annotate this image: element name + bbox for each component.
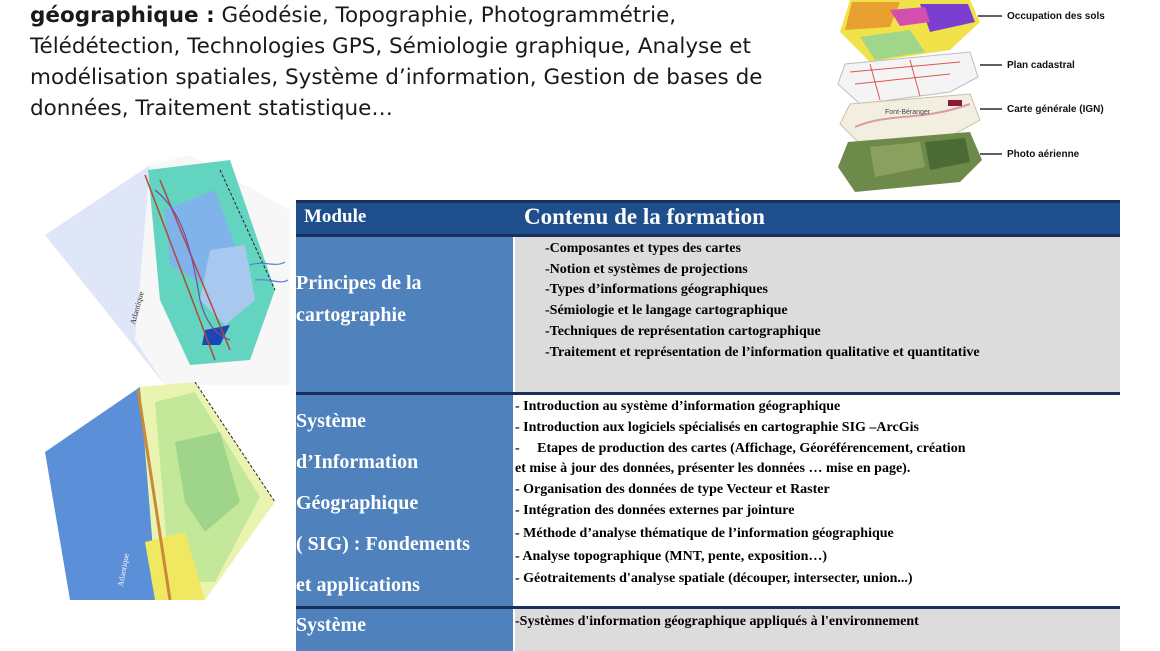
intro-bold-lead: géographique :	[30, 3, 215, 28]
content-item: -Notion et systèmes de projections	[545, 260, 1120, 281]
coastal-map-top	[40, 150, 290, 385]
content-item: - Introduction aux logiciels spécialisés en cartographie SIG –ArcGis	[515, 418, 1120, 439]
content-item: - Organisation des données de type Vecteur et Raster	[515, 480, 1120, 501]
header-module: Module	[296, 202, 514, 236]
module-line: Système	[296, 401, 513, 442]
intro-line-1-rest: Géodésie, Topographie, Photogrammétrie,	[215, 3, 676, 28]
module-line: Géographique	[296, 483, 513, 524]
module-line: d’Information	[296, 442, 513, 483]
content-cell	[514, 608, 1120, 651]
module-line: Principes de la	[296, 267, 513, 299]
intro-line-4: données, Traitement statistique…	[30, 93, 790, 124]
module-cell	[296, 394, 514, 608]
content-item: - Introduction au système d’information géographique	[515, 397, 1120, 418]
layer-label-land-use: Occupation des sols	[1007, 11, 1105, 22]
header-contenu: Contenu de la formation	[514, 202, 1120, 236]
content-item: -Composantes et types des cartes	[545, 239, 1120, 260]
layer-label-ign-map: Carte générale (IGN)	[1007, 104, 1104, 115]
module-line: Système	[296, 611, 513, 639]
table-row	[296, 608, 1120, 651]
content-item: - Etapes de production des cartes (Affichage, Géoréférencement, création	[515, 439, 1120, 460]
table-row	[296, 394, 1120, 608]
content-item: -Sémiologie et le langage cartographique	[545, 301, 1120, 322]
gis-layers-diagram	[830, 0, 1160, 197]
content-item: -Traitement et représentation de l’information qualitative et quantitative	[545, 343, 1120, 364]
content-item: -Techniques de représentation cartographique	[545, 322, 1120, 343]
module-line: cartographie	[296, 299, 513, 331]
module-cell	[296, 236, 514, 394]
content-cell	[514, 236, 1120, 394]
module-cell	[296, 608, 514, 651]
content-item: -Types d’informations géographiques	[545, 280, 1120, 301]
intro-line-3: modélisation spatiales, Système d’information, Gestion de bases de	[30, 62, 790, 93]
coastal-map-bottom	[45, 382, 290, 600]
intro-line-2: Télédétection, Technologies GPS, Sémiologie graphique, Analyse et	[30, 31, 790, 62]
map-bottom-ocean-label: Atlantique	[116, 552, 131, 587]
content-cell	[514, 394, 1120, 608]
module-line: et applications	[296, 565, 513, 606]
content-item: - Géotraitements d'analyse spatiale (découper, intersecter, union...)	[515, 569, 1120, 590]
content-item: - Intégration des données externes par jointure	[515, 501, 1120, 522]
table-header-row	[296, 202, 1120, 236]
formation-table	[296, 200, 1120, 651]
intro-line-1	[30, 0, 790, 31]
map-place-text: Font-Béranger	[885, 109, 931, 116]
layer-label-aerial-photo: Photo aérienne	[1007, 149, 1079, 160]
content-item: -Systèmes d'information géographique appliqués à l'environnement	[515, 611, 1120, 633]
module-line: ( SIG) : Fondements	[296, 524, 513, 565]
content-item: - Méthode d’analyse thématique de l’information géographique	[515, 524, 1120, 545]
content-item: et mise à jour des données, présenter les données … mise en page).	[515, 459, 1120, 480]
map-top-ocean-label: Atlantique	[128, 290, 146, 325]
layer-label-cadastral: Plan cadastral	[1007, 60, 1075, 71]
content-item: - Analyse topographique (MNT, pente, exposition…)	[515, 547, 1120, 568]
table-row	[296, 236, 1120, 394]
layers-illustration	[830, 0, 1160, 197]
intro-paragraph	[30, 0, 790, 124]
